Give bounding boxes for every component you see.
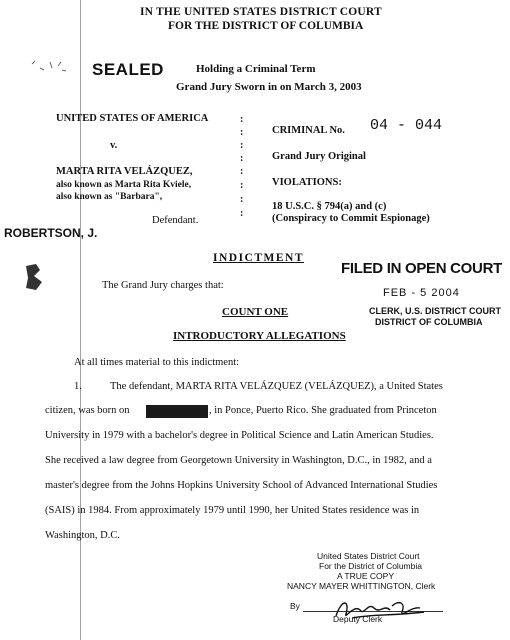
defendant-name: MARTA RITA VELÁZQUEZ,: [56, 166, 193, 177]
paragraph-number: 1.: [74, 381, 82, 392]
statute-description: (Conspiracy to Commit Espionage): [272, 213, 430, 224]
criminal-no-value: 04 - 044: [370, 117, 443, 134]
material-intro: At all times material to this indictment:: [74, 357, 240, 368]
redaction-box: [146, 405, 208, 418]
paragraph-line: University in 1979 with a bachelor's degree in Political Science and Latin American Studies.: [45, 430, 434, 441]
scan-blot-icon: [22, 262, 46, 292]
violations-label: VIOLATIONS:: [272, 177, 342, 188]
versus: v.: [110, 140, 118, 151]
scan-binding-line: [80, 0, 81, 640]
section-heading: INTRODUCTORY ALLEGATIONS: [173, 330, 346, 342]
indictment-title: INDICTMENT: [213, 252, 305, 264]
paragraph-line: She received a law degree from Georgetown University in Washington, D.C., in 1982, and a: [45, 455, 432, 466]
caption-colon: :: [240, 153, 244, 164]
cert-line1: United States District Court: [317, 551, 420, 561]
defendant-label: Defendant.: [152, 215, 199, 226]
cert-deputy: Deputy Clerk: [333, 614, 383, 624]
paragraph-line: The defendant, MARTA RITA VELÁZQUEZ (VELÁZQUEZ), a United States: [110, 381, 443, 392]
paragraph-line: citizen, was born on: [45, 405, 130, 416]
caption-colon: :: [240, 127, 244, 138]
clerk-stamp-line1: CLERK, U.S. DISTRICT COURT: [369, 306, 501, 316]
criminal-no-label: CRIMINAL No.: [272, 125, 345, 136]
cert-line3: A TRUE COPY: [337, 571, 394, 581]
paragraph-line: (SAIS) in 1984. From approximately 1979 until 1990, her United States residence was in: [45, 505, 420, 516]
paragraph-line: Washington, D.C.: [45, 530, 120, 541]
paragraph-line: , in Ponce, Puerto Rico. She graduated from Princeton: [209, 405, 437, 416]
caption-colon: :: [240, 208, 244, 219]
scan-mark-icon: [30, 58, 70, 76]
sealed-stamp: SEALED: [92, 60, 164, 79]
caption-colon: :: [240, 114, 244, 125]
caption-colon: :: [240, 180, 244, 191]
grand-jury-sworn: Grand Jury Sworn in on March 3, 2003: [176, 81, 362, 93]
aka-1: also known as Marta Rita Kviele,: [56, 180, 192, 190]
caption-colon: :: [240, 194, 244, 205]
caption-colon: :: [240, 166, 244, 177]
judge-name: ROBERTSON, J.: [4, 226, 98, 240]
court-name-line1: IN THE UNITED STATES DISTRICT COURT: [140, 6, 382, 18]
clerk-stamp-line2: DISTRICT OF COLUMBIA: [375, 317, 483, 327]
filed-date: FEB - 5 2004: [383, 287, 460, 299]
count-heading: COUNT ONE: [222, 306, 289, 318]
aka-2: also known as "Barbara",: [56, 192, 163, 202]
holding-term: Holding a Criminal Term: [196, 63, 316, 75]
cert-by: By: [290, 601, 300, 611]
plaintiff: UNITED STATES OF AMERICA: [56, 113, 209, 124]
grand-jury-charges: The Grand Jury charges that:: [102, 280, 224, 291]
caption-colon: :: [240, 140, 244, 151]
filed-stamp: FILED IN OPEN COURT: [341, 260, 502, 277]
grand-jury-original: Grand Jury Original: [272, 151, 366, 162]
court-name-line2: FOR THE DISTRICT OF COLUMBIA: [168, 20, 364, 32]
statute: 18 U.S.C. § 794(a) and (c): [272, 201, 387, 212]
cert-line4: NANCY MAYER WHITTINGTON, Clerk: [287, 581, 436, 591]
cert-line2: For the District of Columbia: [319, 561, 422, 571]
paragraph-line: master's degree from the Johns Hopkins University School of Advanced International Studies: [45, 480, 438, 491]
